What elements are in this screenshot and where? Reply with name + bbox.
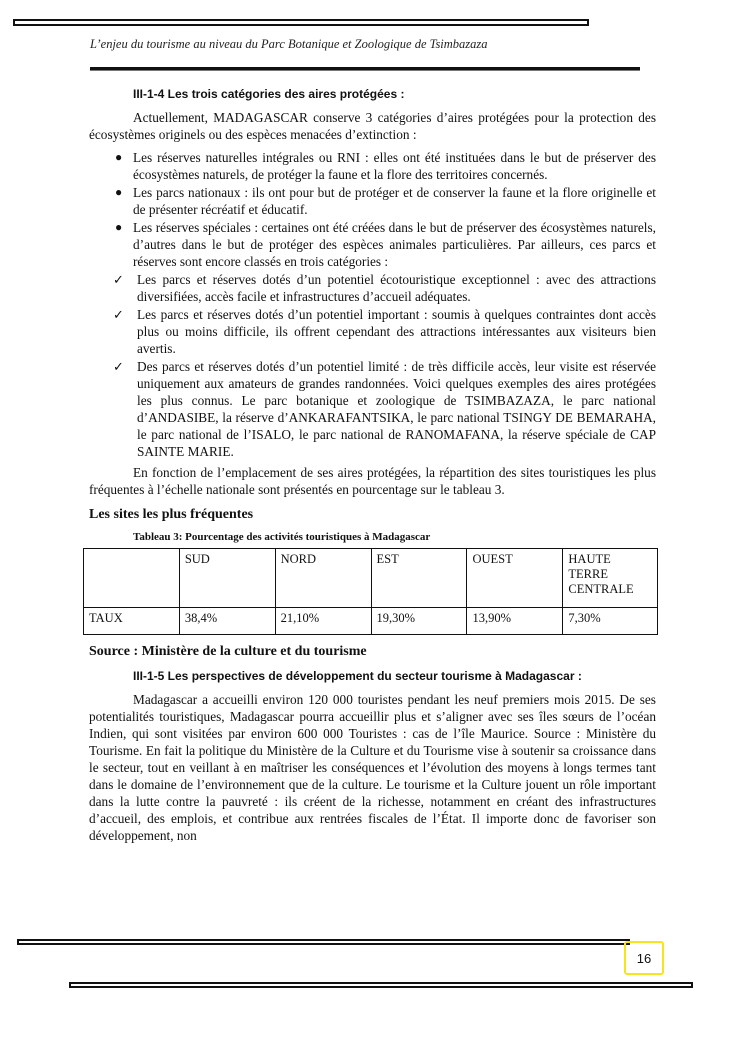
table-row xyxy=(84,608,658,635)
closing-paragraph: En fonction de l’emplacement de ses aires protégées, la répartition des sites touristiques les plus fréquentes à l’échelle nationale sont présentés en pourcentage sur le tableau 3. xyxy=(89,465,656,497)
table-header-cell: HAUTE TERRE CENTRALE xyxy=(563,549,658,608)
perspectives-paragraph: Madagascar a accueilli environ 120 000 touristes pendant les neuf premiers mois 2015. De ses potentialités touristiques, Madagascar pourra accueillir plus et s’aligner avec ses îles sœurs de l’océan Indien, qui sont visitées par environ 600 000 Touristes : cas de l’île Maurice. Source : Ministère du Tourisme. En fait la politique du Ministère de la Culture et du Tourisme vise à soutenir sa croissance dans le secteur, tout en veillant à en maîtriser les conséquences et l’évolution des moyens à longs termes tant dans le domaine de l’environnement que de la culture. Le tourisme et la Culture jouent un rôle important dans la lutte contre la pauvreté : ils créent de la richesse, notamment en créant des infrastructures d’accueil, des emplois, et contribue aux rentrées fiscales de l’État. Il importe donc de favoriser son développement, non xyxy=(89,692,656,843)
table-header-row xyxy=(84,549,658,608)
table-row-label: TAUX xyxy=(84,608,180,635)
header-top-bar xyxy=(13,19,589,26)
table-header-cell: EST xyxy=(371,549,467,608)
table-caption: Tableau 3: Pourcentage des activités touristiques à Madagascar xyxy=(133,531,431,543)
list-item: ● Les réserves spéciales : certaines ont été créées dans le but de préserver des écosystèmes naturels, d’autres dans le but de protéger des espèces animales particulières. Par ailleurs, ces parcs et réserves sont encore classés en trois catégories : xyxy=(115,220,656,269)
park-category-check-list xyxy=(89,271,656,460)
footer-bar-lower xyxy=(69,982,693,988)
table-source: Source : Ministère de la culture et du tourisme xyxy=(89,644,367,659)
bullet-icon: ● xyxy=(115,185,123,199)
section-heading-perspectives: III-1-5 Les perspectives de développement du secteur tourisme à Madagascar : xyxy=(133,669,582,683)
table-cell: 7,30% xyxy=(563,608,658,635)
table-header-cell xyxy=(84,549,180,608)
checkmark-icon: ✓ xyxy=(113,272,124,287)
bullet-icon: ● xyxy=(115,150,123,164)
footer-bar-upper xyxy=(17,939,630,945)
table-cell: 19,30% xyxy=(371,608,467,635)
list-item: ✓ Les parcs et réserves dotés d’un potentiel écotouristique exceptionnel : avec des attractions diversifiées, accès facile et infrastructures d’accueil adéquates. xyxy=(113,272,656,304)
page-number-box xyxy=(624,941,664,975)
table-cell: 21,10% xyxy=(275,608,371,635)
table-header-cell: OUEST xyxy=(467,549,563,608)
table-cell: 38,4% xyxy=(179,608,275,635)
table-header-cell: NORD xyxy=(275,549,371,608)
table-header-cell: SUD xyxy=(179,549,275,608)
bullet-icon: ● xyxy=(115,220,123,234)
header-rule xyxy=(90,67,640,71)
list-item: ✓ Les parcs et réserves dotés d’un potentiel important : soumis à quelques contraintes dont accès plus ou moins difficile, ils offrent cependant des attractions intéressantes aux visiteurs bien avertis. xyxy=(113,307,656,356)
running-header-title: L’enjeu du tourisme au niveau du Parc Botanique et Zoologique de Tsimbazaza xyxy=(90,37,488,51)
protected-area-bullet-list xyxy=(89,149,656,270)
checkmark-icon: ✓ xyxy=(113,307,124,322)
list-item: ● Les réserves naturelles intégrales ou RNI : elles ont été instituées dans le but de préserver des écosystèmes naturels, de protéger la faune et la flore des territoires concernés. xyxy=(115,150,656,182)
checkmark-icon: ✓ xyxy=(113,359,124,374)
page-number: 16 xyxy=(636,950,652,966)
sites-title: Les sites les plus fréquentes xyxy=(89,507,254,522)
intro-paragraph: Actuellement, MADAGASCAR conserve 3 catégories d’aires protégées pour la protection des écosystèmes originels ou des espèces menacées d’extinction : xyxy=(89,110,656,142)
list-item: ● Les parcs nationaux : ils ont pour but de protéger et de conserver la faune et la flore originelle et de présenter récréatif et éducatif. xyxy=(115,185,656,217)
table-cell: 13,90% xyxy=(467,608,563,635)
list-item: ✓ Des parcs et réserves dotés d’un potentiel limité : de très difficile accès, leur visite est réservée uniquement aux amateurs de grandes randonnées. Voici quelques exemples des aires protégées les plus connus. Le parc botanique et zoologique de TSIMBAZAZA, le parc national d’ANDASIBE, la réserve d’ANKARAFANTSIKA, le parc national TSINGY DE BEMARAHA, le parc national de l’ISALO, le parc national de RANOMAFANA, la réserve spéciale de CAP SAINTE MARIE. xyxy=(113,359,656,459)
tourism-table xyxy=(83,548,658,635)
section-heading-categories: III-1-4 Les trois catégories des aires protégées : xyxy=(133,87,405,101)
page-body xyxy=(89,84,656,844)
